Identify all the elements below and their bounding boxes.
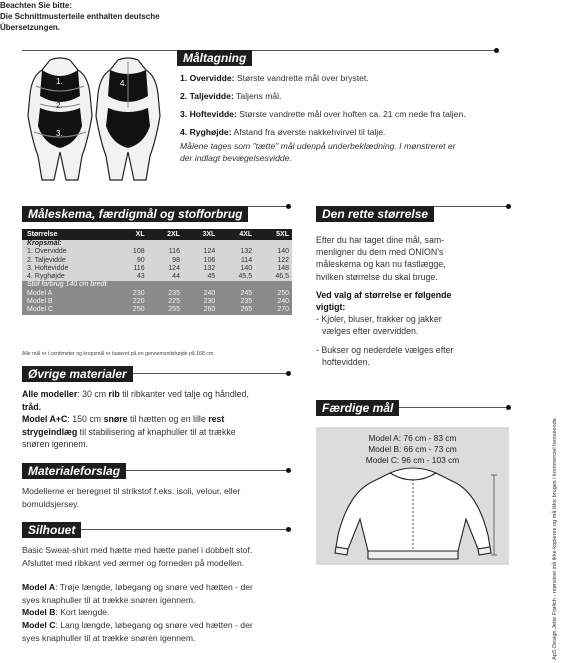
figure-label-4: 4. (120, 79, 127, 88)
finished-measurements-box (316, 427, 509, 565)
measurement-item: 4. Ryghøjde: Afstand fra øverste nakkehvirvel til talje. (180, 127, 386, 137)
table-row: 4. Ryghøjde 43 44 45 45,5 46,5 (22, 273, 292, 281)
divider-dot (506, 405, 511, 410)
table-header-row (22, 229, 292, 240)
model-description: Model A: Trøje længde, løbegang og snøre ved hætten - der (22, 582, 253, 593)
divider-dot (286, 468, 291, 473)
material-suggestion-text: Modellerne er beregnet til strikstof f.eks. isoli, velour, eller bomuldsjersey. (22, 486, 241, 509)
table-row: 1. Overvidde 108 116 124 132 140 (22, 248, 292, 256)
copyright-vertical-text: ApS Design Jette Frølich - mønstret må ikke kopieres og må ikke bruges i kommerciel henseende. (552, 416, 558, 660)
table-subheading-row: Kropsmål: (22, 240, 292, 248)
table-row: Model C 250 255 260 265 270 (22, 306, 292, 314)
table-header-cell: 5XL (255, 229, 292, 240)
divider-dot (494, 48, 499, 53)
finished-measure-b: Model B: 66 cm - 73 cm (368, 444, 457, 454)
size-guide-text: Efter du har taget dine mål, sam- menligner du dem med ONION's måleskema og kan nu fastlægge, hvilken størrelse du skal bruge. Ved valg af størrelse er følgende vigtigt: - Kjoler, bluser, frakker og jakker vælges efter overvidden. - Bukser og nederdele vælges efter hoftevidden. (316, 235, 454, 367)
divider-dot (506, 204, 511, 209)
silhouette-text: Basic Sweat-shirt med hætte med hætte panel i dobbelt stof. Afsluttet med ribkant ved ærmer og forneden på modellen. Model A: Trøje længde, løbegang og snøre ved hætten - der syes knaphuller til at trække snøren igennem. Model B: Kort længde. Model C: Lang længde, løbegang og snøre ved hætten - der syes knaphuller til at trække snøren igennem. (22, 544, 317, 644)
section-title-den-rette: Den rette størrelse (316, 206, 434, 222)
translation-notice: Beachten Sie bitte: Die Schnittmusterteile enthalten deutsche Übersetzungen. (0, 1, 160, 32)
section-title-materialeforslag: Materialeforslag (22, 463, 126, 479)
table-row: 3. Hoftevidde 116 124 132 140 148 (22, 265, 292, 273)
table-footnote: Alle mål er i centimeter og kropsmål er baseret på en gennemsnitshøjde på 168 cm. (22, 351, 215, 357)
section-title-maaltagning: Måltagning (177, 50, 252, 66)
divider-dot (286, 371, 291, 376)
materials-text: Alle modeller: 30 cm rib til ribkanter ved talje og håndled, tråd. Model A+C: 150 cm snøre til hætten og en lille rest strygeindlæg til stabilisering af knaphuller til at trække snøren igennem. (22, 389, 249, 450)
figure-label-1: 1. (56, 77, 63, 86)
body-measurement-figure (22, 56, 172, 181)
measurement-list (180, 72, 520, 164)
finished-measure-a: Model A: 76 cm - 83 cm (368, 433, 457, 443)
divider-dot (286, 527, 291, 532)
table-header-cell: 3XL (183, 229, 218, 240)
table-row: Model B 220 225 230 235 240 (22, 298, 292, 306)
measurement-item: 3. Hoftevidde: Største vandrette mål over hoften ca. 21 cm nede fra taljen. (180, 109, 466, 119)
table-header-cell: Størrelse (22, 229, 114, 240)
measurement-note: Målene tages som "tætte" mål udenpå underbeklædning. I mønstreret er der indlagt bevægelsesvidde. (180, 141, 456, 163)
measurement-item: 1. Overvidde: Største vandrette mål over brystet. (180, 73, 369, 83)
section-title-ovrige: Øvrige materialer (22, 366, 133, 382)
figure-label-3: 3. (56, 129, 63, 138)
size-table (22, 229, 292, 315)
table-row: 2. Taljevidde 90 98 106 114 122 (22, 257, 292, 265)
table-subheading-row: Stof forbrug 140 cm bredt: (22, 281, 292, 289)
divider (22, 50, 496, 51)
divider-dot (286, 204, 291, 209)
table-row: Model A 230 235 240 245 250 (22, 290, 292, 298)
section-title-silhouet: Silhouet (22, 522, 81, 538)
model-description: Model B: Kort længde. (22, 607, 110, 618)
measurement-item: 2. Taljevidde: Taljens mål. (180, 91, 282, 101)
sweatshirt-illustration (328, 465, 498, 565)
section-title-maaleskema: Måleskema, færdigmål og stofforbrug (22, 206, 248, 222)
table-header-cell: 4XL (218, 229, 255, 240)
finished-measure-c: Model C: 96 cm - 103 cm (365, 455, 460, 465)
table-header-cell: 2XL (148, 229, 183, 240)
figure-label-2: 2. (56, 101, 63, 110)
table-header-cell: XL (114, 229, 147, 240)
section-title-faerdige: Færdige mål (316, 400, 399, 416)
model-description: Model C: Lang længde, løbegang og snøre ved hætten - der (22, 619, 253, 630)
